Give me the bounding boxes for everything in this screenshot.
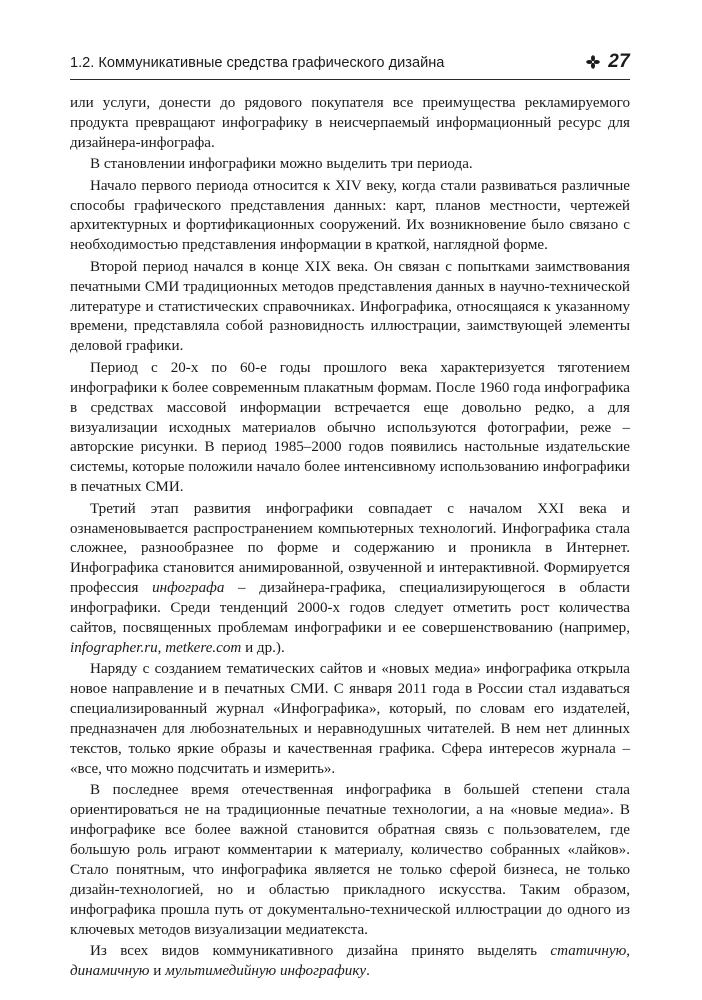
paragraph-continued: или услуги, донести до рядового покупателя все преимущества рекламируемого продукта превращают инфографику в неисчерпаемый информационный ресурс для дизайнера-инфографа. bbox=[70, 95, 630, 151]
text-run: и bbox=[149, 962, 166, 979]
italic-site: infographer.ru bbox=[70, 639, 158, 656]
paragraph-recent-time: В последнее время отечественная инфографика в большей степени стала ориентироваться не на традиционные печатные технологии, а на «новые медиа». В инфографике все более важной становится обратная связь с пользователем, где большую роль играют комментарии к материалу, количество собранных «лайков». Стало понятным, что инфографика является не только сферой бизнеса, не только дизайн-технологией, но и областью прикладного искусства. Таким образом, инфографика прошла путь от документально-технической иллюстрации до одного из ключевых методов визуализации медиатекста. bbox=[70, 782, 630, 938]
four-leaf-ornament-icon bbox=[586, 55, 600, 69]
paragraph-types bbox=[70, 942, 630, 982]
paragraph-mid-century: Период с 20-х по 60-е годы прошлого века характеризуется тяготением инфографики к более современным плакатным формам. После 1960 года инфографика в средствах массовой информации встречается еще довольно редко, а для визуализации исходных материалов обычно используются фотографии, реже – авторские рисунки. В период 1985–2000 годов появились настольные издательские системы, которые положили начало более интенсивному использованию инфографики в печатных СМИ. bbox=[70, 359, 630, 496]
page-number: 27 bbox=[608, 51, 630, 72]
paragraph-second-period: Второй период начался в конце XIX века. Он связан с попытками заимствования печатными СМИ традиционных методов представления данных в научно-технической литературе и статистических справочниках. Инфографика, относящаяся к указанному времени, представляла собой разновидность иллюстрации, заимствующей элементы деловой графики. bbox=[70, 258, 630, 355]
italic-term: мультимедийную инфографику bbox=[165, 962, 367, 979]
italic-term: динамичную bbox=[70, 962, 150, 979]
text-run: – дизайнера-графика, специализирующегося в области инфографики. Среди тенденций 2000-х годов следует отметить рост количества сайтов, посвященных проблемам инфографики и ее совершенствованию (например, bbox=[70, 580, 630, 637]
paragraph-first-period: Начало первого периода относится к XIV веку, когда стали развиваться различные способы графического представления данных: карт, планов местности, чертежей архитектурных и фортификационных сооружений. Их возникновение было связано с необходимостью представления информации в краткой, наглядной форме. bbox=[70, 177, 630, 254]
italic-term: статичную bbox=[550, 943, 627, 960]
running-head bbox=[70, 52, 630, 78]
paragraph-three-periods: В становлении инфографики можно выделить три периода. bbox=[90, 156, 473, 173]
text-run: , bbox=[626, 943, 630, 960]
body-text bbox=[70, 94, 630, 982]
italic-site: metkere.com bbox=[165, 639, 242, 656]
text-run: , bbox=[157, 639, 166, 656]
section-title: 1.2. Коммуникативные средства графического дизайна bbox=[70, 55, 445, 71]
paragraph-new-media: Наряду с созданием тематических сайтов и «новых медиа» инфографика открыла новое направление и в печатных СМИ. С января 2011 года в России стал издаваться специализированный журнал «Инфографика», который, по словам его издателей, предназначен для любознательных и неравнодушных читателей. В нем нет длинных текстов, только яркие образы и качественная графика. Сфера интересов журнала – «все, что можно подсчитать и измерить». bbox=[70, 661, 630, 777]
header-rule bbox=[70, 79, 630, 80]
text-run: . bbox=[366, 962, 370, 979]
text-run: Третий этап развития инфографики совпадает с началом XXI века и ознаменовывается распространением компьютерных технологий. Инфографика стала сложнее, разнообразнее по форме и содержанию и проникла в Интернет. Инфографика становится анимированной, озвученной и интерактивной. Формируется профессия bbox=[70, 500, 630, 597]
italic-term: инфографа bbox=[152, 580, 225, 597]
text-run: и др.). bbox=[241, 639, 285, 656]
running-head-right bbox=[586, 51, 630, 73]
paragraph-third-stage bbox=[70, 500, 630, 659]
text-run: Из всех видов коммуникативного дизайна принято выделять bbox=[90, 943, 551, 960]
